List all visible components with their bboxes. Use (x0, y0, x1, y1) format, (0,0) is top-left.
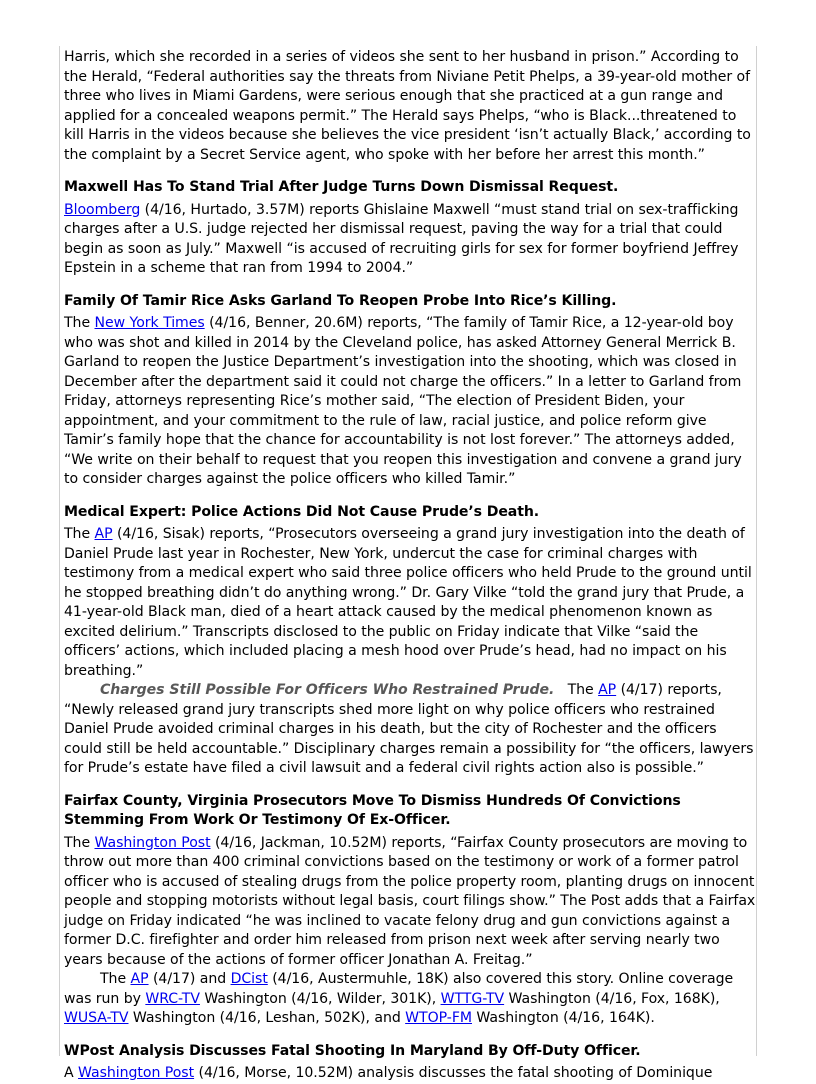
wtop-fm-link[interactable]: WTOP-FM (405, 1010, 472, 1026)
wpost-headline: WPost Analysis Discusses Fatal Shooting In Maryland By Off-Duty Officer. (64, 1042, 641, 1059)
wusa-tv-link[interactable]: WUSA-TV (64, 1010, 129, 1026)
rice-paragraph (64, 314, 756, 490)
maxwell-text: (4/16, Hurtado, 3.57M) reports Ghislaine Maxwell “must stand trial on sex-trafficking charges after a U.S. judge rejected her dismissal request, paving the way for a trial that could begin as soon as July.” Maxwell “is accused of recruiting girls for sex for former boyfriend Jeffrey Epstein in a scheme that ran from 1994 to 2004.” (64, 201, 739, 276)
left-margin-rule (59, 46, 60, 1056)
fairfax-also-covered-paragraph (64, 970, 756, 1029)
maxwell-article (64, 178, 756, 279)
also-text-6: Washington (4/16, 164K). (472, 1010, 655, 1026)
wpost-lead: A (64, 1065, 79, 1081)
fairfax-headline: Fairfax County, Virginia Prosecutors Move To Dismiss Hundreds Of Convictions Stemming From Work Or Testimony Of Ex-Officer. (64, 792, 681, 828)
ap-link-followup[interactable]: AP (598, 682, 617, 698)
wpost-article (64, 1042, 756, 1084)
also-lead: The (100, 971, 131, 987)
fairfax-lead: The (64, 834, 95, 851)
dcist-link[interactable]: DCist (230, 971, 268, 987)
prude-article (64, 503, 756, 779)
also-text-4: Washington (4/16, Fox, 168K), (504, 990, 720, 1007)
wttg-tv-link[interactable]: WTTG-TV (440, 990, 505, 1007)
prude-lead: The (64, 526, 95, 542)
wpost-text: (4/16, Morse, 10.52M) analysis discusses the fatal shooting of Dominique (194, 1065, 713, 1081)
ap-link[interactable]: AP (94, 526, 113, 542)
wrc-tv-link[interactable]: WRC-TV (145, 990, 200, 1007)
prude-sub-headline: Charges Still Possible For Officers Who Restrained Prude. (100, 682, 555, 698)
rice-text: (4/16, Benner, 20.6M) reports, “The family of Tamir Rice, a 12-year-old boy who was shot and killed in 2014 by the Cleveland police, has asked Attorney General Merrick B. Garland to reopen the Justice Department’s investigation into the shooting, which was closed in December after the department said it could not charge the officers.” In a letter to Garland from Friday, attorneys representing Rice’s mother said, “The election of President Biden, your appointment, and your commitment to the rule of law, racial justice, and police reform give Tamir’s family hope that the chance for accountability is not lost forever.” The attorneys added, “We write on their behalf to request that you reopen this investigation and convene a grand jury to consider charges against the police officers who killed Tamir.” (64, 315, 742, 487)
fairfax-article (64, 792, 756, 1029)
rice-lead: The (64, 315, 95, 331)
prude-headline: Medical Expert: Police Actions Did Not Cause Prude’s Death. (64, 503, 540, 520)
also-text-3: Washington (4/16, Wilder, 301K), (199, 990, 441, 1007)
nyt-link[interactable]: New York Times (94, 315, 205, 331)
also-text-1: (4/17) and (148, 971, 231, 987)
washington-post-link[interactable]: Washington Post (94, 834, 211, 851)
prude-text: (4/16, Sisak) reports, “Prosecutors overseeing a grand jury investigation into the death of Daniel Prude last year in Rochester, New York, undercut the case for criminal charges with testimony from a medical expert who said three police officers who held Prude to the ground until he stopped breathing didn’t do anything wrong.” Dr. Gary Vilke “told the grand jury that Prude, a 41-year-old Black man, died of a heart attack caused by the medical phenomenon known as excited delirium.” Transcripts disclosed to the public on Friday indicate that Vilke “said the officers’ actions, which included placing a mesh hood over Prude’s head, had no impact on his breathing.” (64, 526, 752, 679)
right-margin-rule (756, 46, 757, 1056)
wpost-paragraph (64, 1064, 756, 1084)
prude-followup-paragraph (64, 681, 756, 779)
intro-text: Harris, which she recorded in a series of videos she sent to her husband in prison.” According to the Herald, “Federal authorities say the threats from Niviane Petit Phelps, a 39-year-old mother of three who lives in Miami Gardens, were serious enough that she practiced at a gun range and applied for a concealed weapons permit.” The Herald says Phelps, “who is Black...threatened to kill Harris in the videos because she believes the vice president ‘isn’t actually Black,’ according to the complaint by a Secret Service agent, who spoke with her before her arrest this month.” (64, 49, 751, 163)
prude-sub-lead: The (554, 682, 599, 698)
fairfax-paragraph (64, 834, 756, 971)
rice-article (64, 292, 756, 490)
ap-link-fairfax[interactable]: AP (130, 971, 149, 987)
maxwell-headline: Maxwell Has To Stand Trial After Judge Turns Down Dismissal Request. (64, 179, 619, 195)
intro-paragraph (64, 48, 756, 165)
bloomberg-link[interactable]: Bloomberg (64, 201, 141, 218)
fairfax-text: (4/16, Jackman, 10.52M) reports, “Fairfax County prosecutors are moving to throw out more than 400 criminal convictions based on the testimony or work of a former patrol officer who is accused of stealing drugs from the police property room, planting drugs on innocent people and stopping motorists without legal basis, court filings show.” The Post adds that a Fairfax judge on Friday indicated “he was inclined to vacate felony drug and gun convictions against a former D.C. firefighter and order him released from prison next week after serving nearly two years because of the actions of former officer Jonathan A. Freitag.” (64, 834, 756, 968)
washington-post-link-analysis[interactable]: Washington Post (78, 1065, 195, 1081)
rice-headline: Family Of Tamir Rice Asks Garland To Reopen Probe Into Rice’s Killing. (64, 292, 617, 309)
also-text-2: (4/16, Austermuhle, 18K) also covered this story. Online coverage was run by (64, 971, 734, 1007)
document-body (64, 48, 756, 1084)
prude-sub-text: (4/17) reports, “Newly released grand jury transcripts shed more light on why police officers who restrained Daniel Prude avoided criminal charges in his death, but the city of Rochester and the officers could still be held accountable.” Disciplinary charges remain a possibility for “the officers, lawyers for Prude’s estate have filed a civil lawsuit and a federal civil rights action also is possible.” (64, 682, 754, 776)
maxwell-paragraph (64, 201, 756, 279)
prude-paragraph (64, 525, 756, 681)
also-text-5: Washington (4/16, Leshan, 502K), and (128, 1010, 406, 1026)
